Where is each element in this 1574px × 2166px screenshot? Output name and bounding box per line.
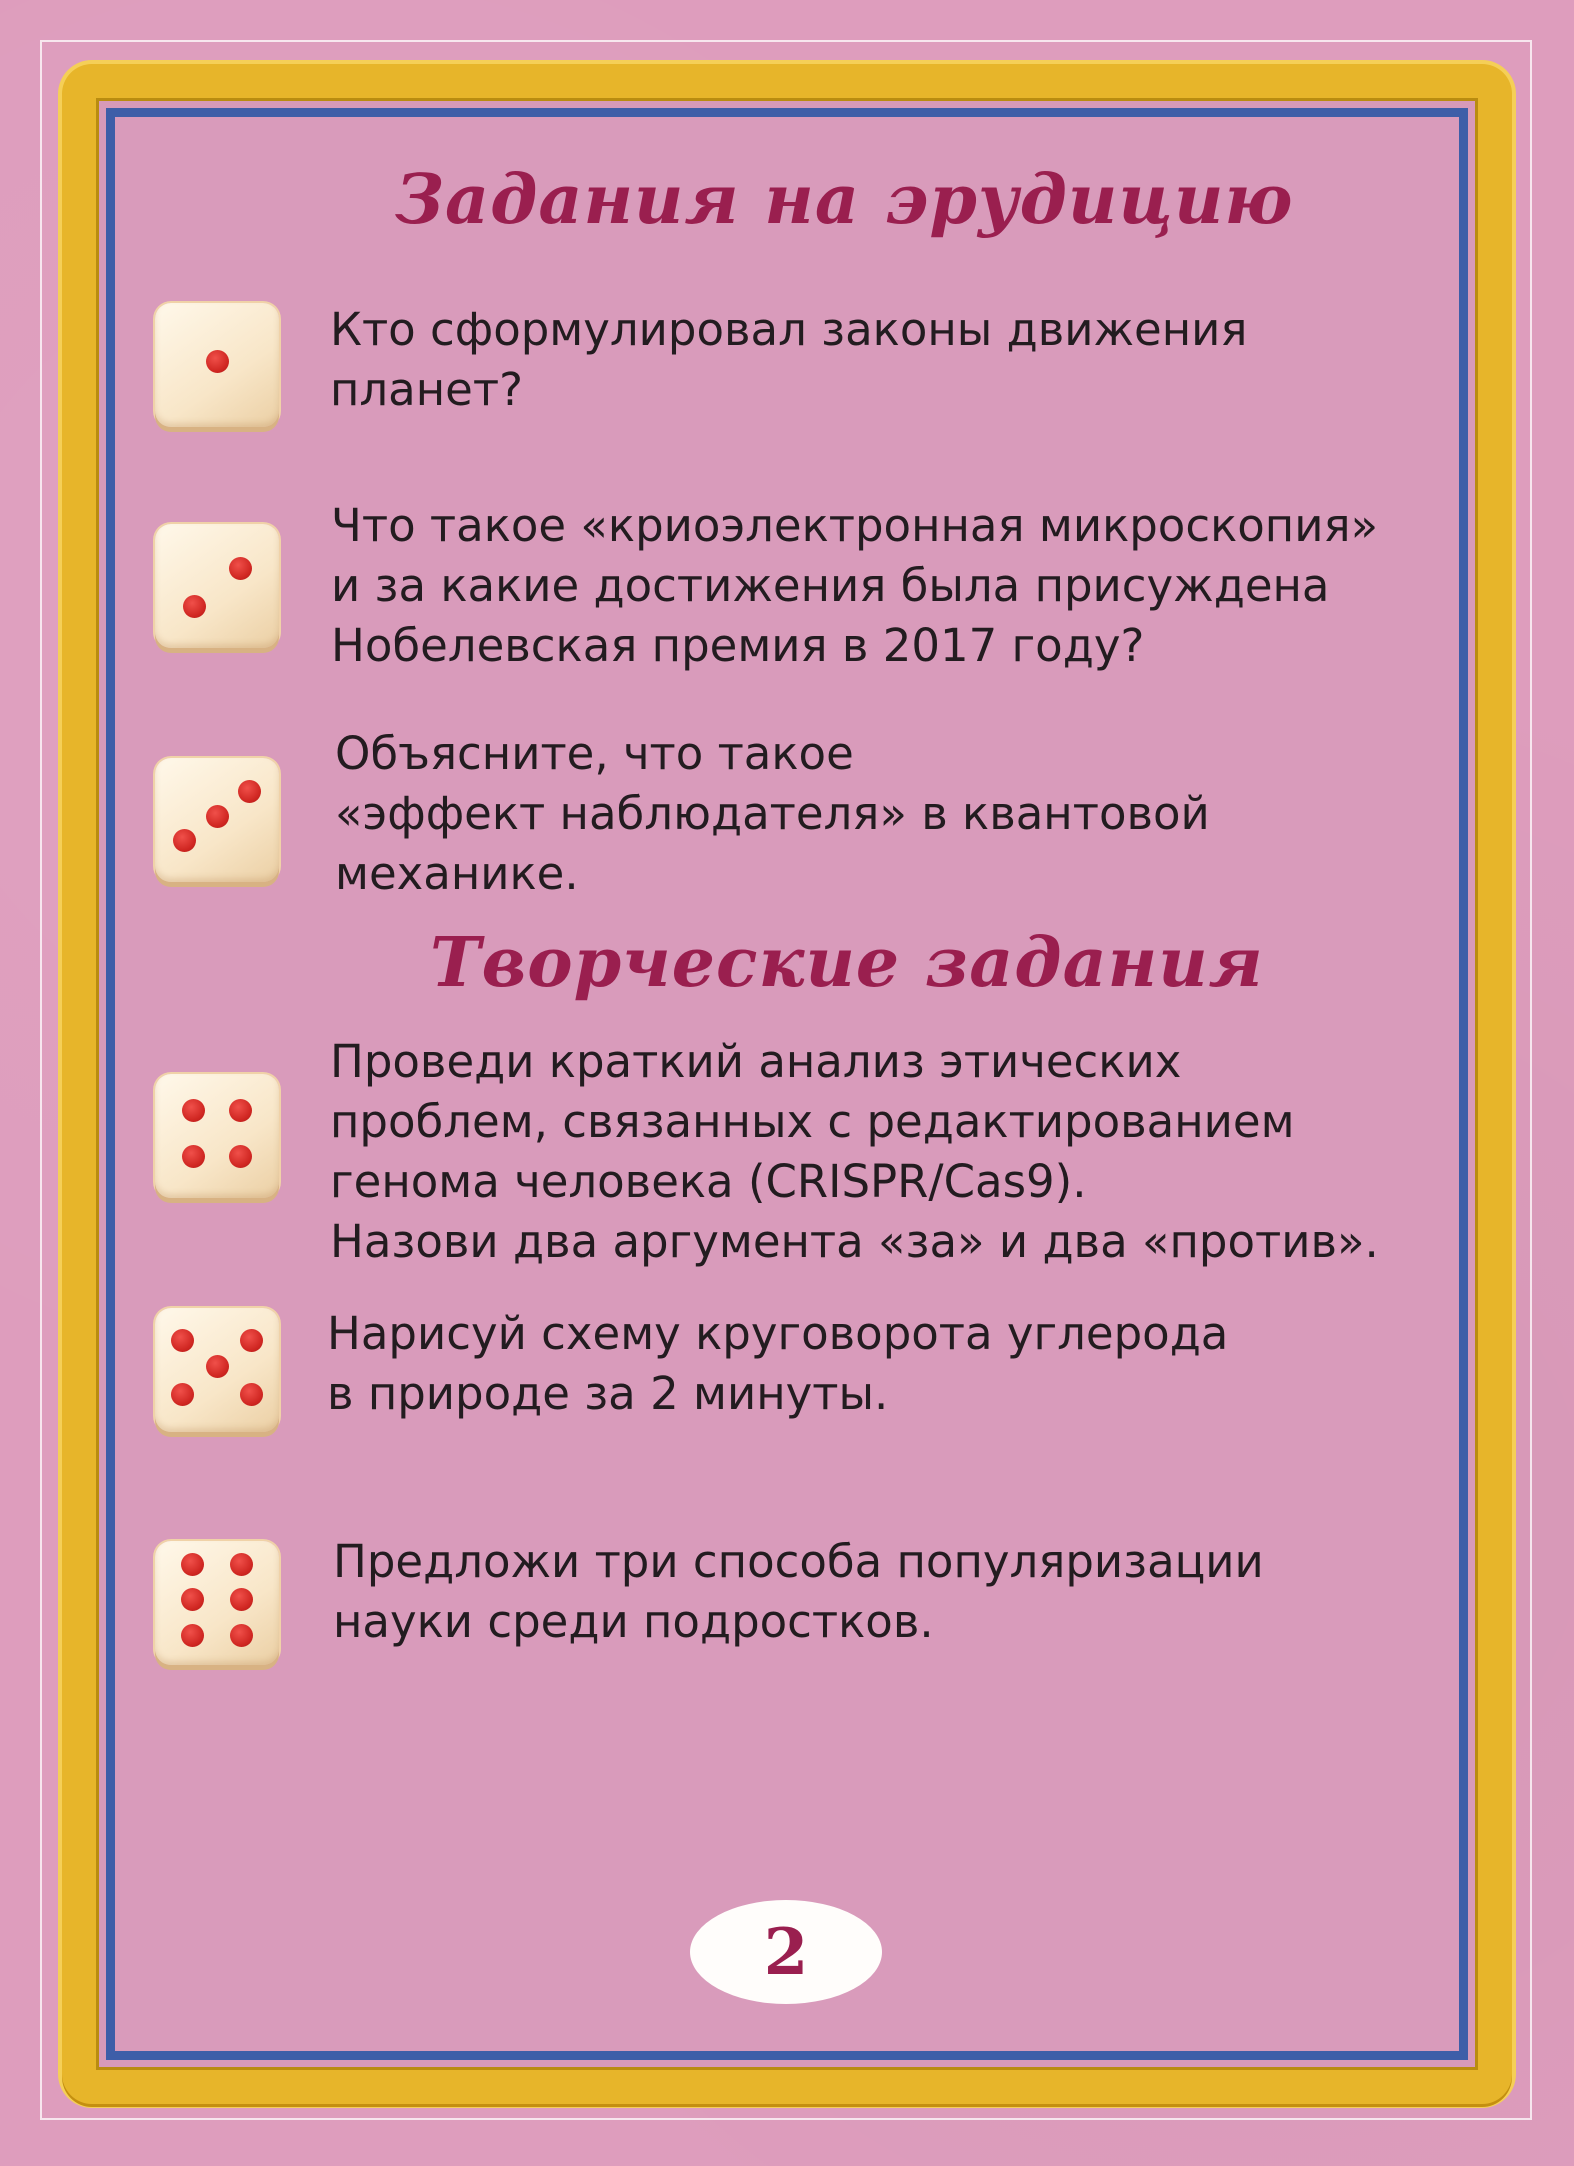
section-title-erudition: Задания на эрудицию xyxy=(395,160,1294,240)
task-4-text: Проведи краткий анализ этических проблем, связанных с редактированием генома человека (CRISPR/Cas9). Назови два аргумента «за» и два «против». xyxy=(330,1035,1379,1268)
die-pip xyxy=(230,1553,253,1576)
die-pip xyxy=(206,1355,229,1378)
die-pip xyxy=(238,780,261,803)
die-pip xyxy=(240,1383,263,1406)
die-pip xyxy=(173,829,196,852)
die-pip xyxy=(230,1588,253,1611)
die-pip xyxy=(229,1145,252,1168)
die-four-icon xyxy=(155,1074,279,1198)
die-pip xyxy=(206,805,229,828)
die-pip xyxy=(181,1588,204,1611)
die-one-icon xyxy=(155,303,279,427)
die-two-icon xyxy=(155,524,279,648)
task-6-text: Предложи три способа популяризации науки среди подростков. xyxy=(333,1535,1264,1648)
die-pip xyxy=(181,1553,204,1576)
die-five-icon xyxy=(155,1308,279,1432)
die-pip xyxy=(181,1624,204,1647)
page-number: 2 xyxy=(690,1900,882,2004)
task-1-text: Кто сформулировал законы движения планет? xyxy=(330,303,1248,416)
task-2-text: Что такое «криоэлектронная микроскопия» и за какие достижения была присуждена Нобелевская премия в 2017 году? xyxy=(331,499,1379,672)
die-pip xyxy=(229,557,252,580)
die-six-icon xyxy=(155,1541,279,1665)
die-pip xyxy=(206,350,229,373)
die-pip xyxy=(230,1624,253,1647)
die-pip xyxy=(171,1383,194,1406)
die-pip xyxy=(183,595,206,618)
die-pip xyxy=(240,1329,263,1352)
die-pip xyxy=(229,1099,252,1122)
die-pip xyxy=(182,1099,205,1122)
task-5-text: Нарисуй схему круговорота углерода в природе за 2 минуты. xyxy=(327,1307,1229,1420)
task-3-text: Объясните, что такое «эффект наблюдателя» в квантовой механике. xyxy=(335,727,1210,900)
die-three-icon xyxy=(155,758,279,882)
die-pip xyxy=(182,1145,205,1168)
die-pip xyxy=(171,1329,194,1352)
section-title-creative: Творческие задания xyxy=(430,923,1264,1003)
